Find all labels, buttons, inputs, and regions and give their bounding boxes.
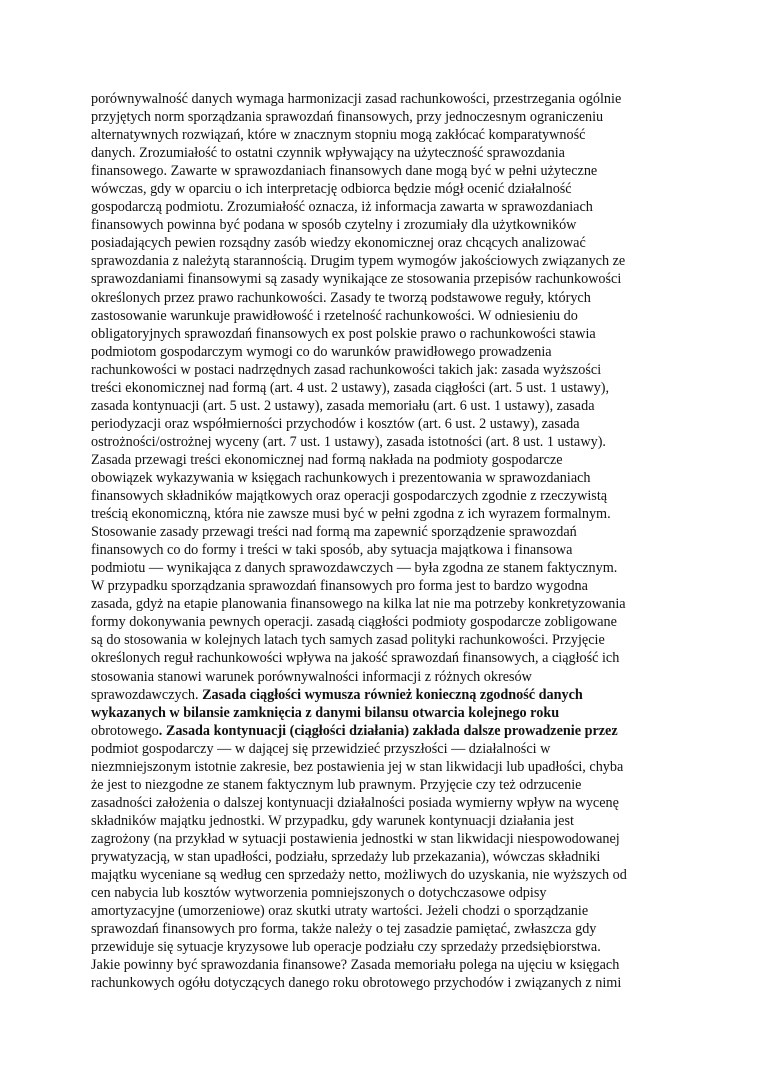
text-line <box>91 866 671 884</box>
text-line <box>91 198 671 216</box>
text-run: gospodarczą podmiotu. Zrozumiałość oznacza, iż informacja zawarta w sprawozdaniach <box>91 199 593 216</box>
text-line <box>91 270 671 288</box>
bold-text-run: . Zasada kontynuacji (ciągłości działania) zakłada dalsze prowadzenie przez <box>158 722 618 739</box>
text-line <box>91 595 671 613</box>
text-run: określonych przez prawo rachunkowości. Zasady te tworzą podstawowe reguły, których <box>91 289 591 306</box>
text-line <box>91 397 671 415</box>
text-run: podmiotu — wynikająca z danych sprawozdawczych — była zgodna ze stanem faktycznym. <box>91 560 618 577</box>
text-run: przewiduje się sytuacje kryzysowe lub operacje podziału czy sprzedaży przedsiębiorstwa. <box>91 939 601 956</box>
text-line <box>91 126 671 144</box>
text-line <box>91 758 671 776</box>
text-run: składników majątku jednostki. W przypadku, gdy warunek kontynuacji działania jest <box>91 812 574 829</box>
text-line <box>91 505 671 523</box>
text-run: rachunkowych ogółu dotyczących danego roku obrotowego przychodów i związanych z nimi <box>91 975 622 992</box>
text-line <box>91 234 671 252</box>
text-run: są do stosowania w kolejnych latach tych samych zasad polityki rachunkowości. Przyjęcie <box>91 632 605 649</box>
text-line <box>91 740 671 758</box>
text-run: finansowego. Zawarte w sprawozdaniach finansowych dane mogą być w pełni użyteczne <box>91 163 598 180</box>
text-run: że jest to niezgodne ze stanem faktycznym lub prawnym. Przyjęcie czy też odrzucenie <box>91 776 582 793</box>
text-line <box>91 415 671 433</box>
text-line <box>91 974 671 992</box>
text-run: porównywalność danych wymaga harmonizacji zasad rachunkowości, przestrzegania ogólnie <box>91 91 622 107</box>
text-line <box>91 686 671 704</box>
text-run: podmiotom gospodarczym wymogi co do warunków prawidłowego prowadzenia <box>91 343 552 360</box>
bold-text-run: wykazanych w bilansie zamknięcia z danymi bilansu otwarcia kolejnego roku <box>91 704 560 721</box>
text-run: wówczas, gdy w oparciu o ich interpretację odbiorca będzie mógł ocenić działalność <box>91 181 572 198</box>
text-line <box>91 938 671 956</box>
text-line <box>91 956 671 974</box>
text-line <box>91 325 671 343</box>
text-run: niezmniejszonym istotnie zakresie, bez postawienia jej w stan likwidacji lub upadłości, chyba <box>91 758 624 775</box>
text-line <box>91 649 671 667</box>
text-line <box>91 722 671 740</box>
text-line <box>91 343 671 361</box>
text-run: przyjętych norm sporządzania sprawozdań finansowych, przy jednoczesnym ograniczeniu <box>91 109 604 126</box>
text-line <box>91 920 671 938</box>
text-line <box>91 902 671 920</box>
text-line <box>91 469 671 487</box>
text-run: Zasada przewagi treści ekonomicznej nad formą nakłada na podmioty gospodarcze <box>91 451 563 468</box>
text-line <box>91 559 671 577</box>
text-run: sprawozdawczych. <box>91 686 203 703</box>
text-run: W przypadku sporządzania sprawozdań finansowych pro forma jest to bardzo wygodna <box>91 578 588 595</box>
text-line <box>91 379 671 397</box>
text-run: finansowych powinna być podana w sposób czytelny i zrozumiały dla użytkowników <box>91 217 577 234</box>
text-line <box>91 704 671 722</box>
text-run: rachunkowości w postaci nadrzędnych zasad rachunkowości takich jak: zasada wyższości <box>91 361 602 378</box>
text-line <box>91 162 671 180</box>
text-line <box>91 884 671 902</box>
text-line <box>91 631 671 649</box>
text-line <box>91 541 671 559</box>
text-line <box>91 830 671 848</box>
text-run: finansowych składników majątkowych oraz operacji gospodarczych zgodnie z rzeczywistą <box>91 488 608 505</box>
body-text <box>91 90 671 992</box>
text-line <box>91 668 671 686</box>
text-run: amortyzacyjne (umorzeniowe) oraz skutki utraty wartości. Jeżeli chodzi o sporządzanie <box>91 903 589 920</box>
text-run: zastosowanie warunkuje prawidłowość i rzetelność rachunkowości. W odniesieniu do <box>91 307 578 324</box>
text-line <box>91 848 671 866</box>
text-run: treścią ekonomiczną, która nie zawsze musi być w pełni zgodna z ich wyrazem formalnym. <box>91 506 611 523</box>
text-run: stosowania stanowi warunek porównywalności informacji z różnych okresów <box>91 668 532 685</box>
text-line <box>91 180 671 198</box>
text-run: zasada, gdyż na etapie planowania finansowego na kilka lat nie ma potrzeby konkretyzowania <box>91 596 626 613</box>
text-line <box>91 144 671 162</box>
text-run: ostrożności/ostrożnej wyceny (art. 7 ust. 1 ustawy), zasada istotności (art. 8 ust. 1 ustawy). <box>91 433 606 450</box>
text-run: sprawozdania z należytą starannością. Drugim typem wymogów jakościowych związanych ze <box>91 253 626 270</box>
text-run: cen nabycia lub kosztów wytworzenia pomniejszonych o dotychczasowe odpisy <box>91 885 547 902</box>
text-line <box>91 361 671 379</box>
text-run: posiadających pewien rozsądny zasób wiedzy ekonomicznej oraz chcących analizować <box>91 235 586 252</box>
text-line <box>91 812 671 830</box>
text-run: Jakie powinny być sprawozdania finansowe? Zasada memoriału polega na ujęciu w księgach <box>91 957 620 974</box>
text-line <box>91 216 671 234</box>
text-run: obligatoryjnych sprawozdań finansowych ex post polskie prawo o rachunkowości stawia <box>91 325 596 342</box>
text-run: Stosowanie zasady przewagi treści nad formą ma zapewnić sporządzenie sprawozdań <box>91 524 577 541</box>
text-line <box>91 307 671 325</box>
text-line <box>91 90 671 108</box>
text-run: alternatywnych rozwiązań, które w znacznym stopniu mogą zakłócać komparatywność <box>91 127 586 144</box>
text-line <box>91 487 671 505</box>
text-run: podmiot gospodarczy — w dającej się przewidzieć przyszłości — działalności w <box>91 740 551 757</box>
text-run: obowiązek wykazywania w księgach rachunkowych i prezentowania w sprawozdaniach <box>91 469 591 486</box>
text-run: zasada kontynuacji (art. 5 ust. 2 ustawy), zasada memoriału (art. 6 ust. 1 ustawy), zasada <box>91 397 595 414</box>
text-line <box>91 433 671 451</box>
text-run: obrotowego <box>91 722 159 739</box>
text-line <box>91 289 671 307</box>
text-run: danych. Zrozumiałość to ostatni czynnik wpływający na użyteczność sprawozdania <box>91 145 565 162</box>
text-run: sprawozdań finansowych pro forma, także należy o tej zasadzie pamiętać, zwłaszcza gdy <box>91 921 597 938</box>
text-line <box>91 794 671 812</box>
text-run: zasadności założenia o dalszej kontynuacji działalności posiada wymierny wpływ na wycenę <box>91 794 619 811</box>
text-line <box>91 577 671 595</box>
text-line <box>91 523 671 541</box>
text-line <box>91 451 671 469</box>
text-run: periodyzacji oraz współmierności przychodów i kosztów (art. 6 ust. 2 ustawy), zasada <box>91 415 580 432</box>
text-line <box>91 776 671 794</box>
text-run: finansowych co do formy i treści w taki sposób, aby sytuacja majątkowa i finansowa <box>91 542 573 559</box>
text-run: treści ekonomicznej nad formą (art. 4 ust. 2 ustawy), zasada ciągłości (art. 5 ust. 1 ustawy), <box>91 379 610 396</box>
text-run: prywatyzacją, w stan upadłości, podziału, sprzedaży lub przekazania), wówczas składniki <box>91 848 601 865</box>
text-line <box>91 252 671 270</box>
text-line <box>91 108 671 126</box>
text-run: majątku wyceniane są według cen sprzedaży netto, możliwych do uzyskania, nie wyższych od <box>91 867 627 884</box>
text-run: formy dokonywania pewnych operacji. zasadą ciągłości podmioty gospodarcze zobligowane <box>91 614 617 631</box>
bold-text-run: Zasada ciągłości wymusza również konieczną zgodność danych <box>202 686 583 703</box>
text-run: sprawozdaniami finansowymi są zasady wynikające ze stosowania przepisów rachunkowości <box>91 271 622 288</box>
text-run: zagrożony (na przykład w sytuacji postawienia jednostki w stan likwidacji niespowodowanej <box>91 830 620 847</box>
text-run: określonych reguł rachunkowości wpływa na jakość sprawozdań finansowych, a ciągłość ich <box>91 650 620 667</box>
text-line <box>91 613 671 631</box>
